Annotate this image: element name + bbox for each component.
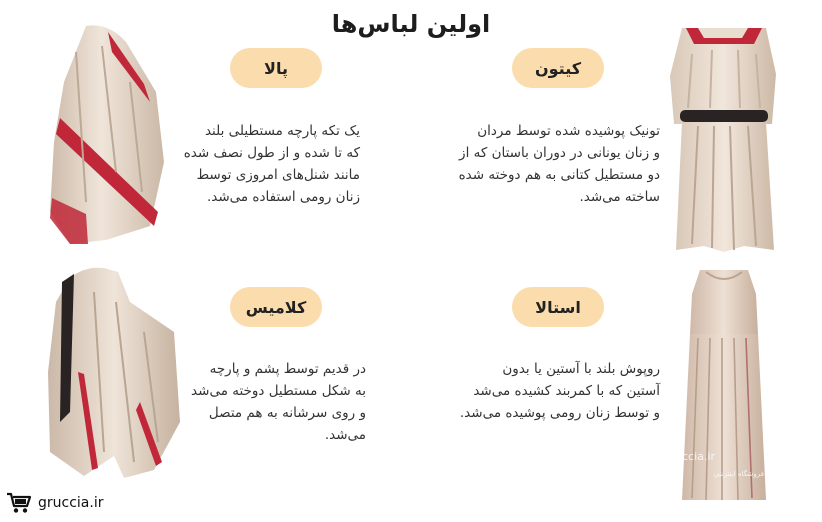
chiton-desc-line: و زنان یونانی در دوران باستان که از — [459, 145, 660, 161]
chiton-label: کیتون — [534, 58, 582, 78]
stola-label: استالا — [535, 297, 581, 317]
brand-name: gruccia.ir — [38, 495, 104, 511]
chlamys-desc-line: در قدیم توسط پشم و پارچه — [209, 361, 366, 377]
palla-desc-line: یک تکه پارچه مستطیلی بلند — [204, 123, 360, 139]
stola-desc-line: روپوش بلند با آستین یا بدون — [502, 361, 660, 377]
palla-label-pill — [230, 48, 322, 88]
stola-label-pill — [512, 287, 604, 327]
palla-desc-line: زنان رومی استفاده می‌شد. — [206, 189, 360, 205]
watermark-logo: ccia.ir — [682, 450, 715, 463]
stola-desc-line: و توسط زنان رومی پوشیده می‌شد. — [459, 405, 660, 421]
chlamys-label: کلامیس — [245, 297, 307, 317]
chlamys-label-pill — [230, 287, 322, 327]
brand-footer[interactable] — [6, 492, 103, 514]
chlamys-illustration — [44, 262, 182, 482]
stola-desc-line: آستین که با کمربند کشیده می‌شد — [473, 383, 660, 399]
palla-label: پالا — [264, 58, 288, 78]
palla-illustration — [46, 22, 166, 246]
chiton-label-pill — [512, 48, 604, 88]
palla-desc-line: که تا شده و از طول نصف شده — [183, 145, 360, 161]
chiton-illustration — [668, 14, 780, 256]
stola-description — [416, 358, 660, 424]
cart-icon — [6, 492, 32, 514]
stola-illustration — [676, 264, 772, 508]
palla-description — [176, 120, 360, 208]
chiton-desc-line: دو مستطیل کتانی به هم دوخته شده — [458, 167, 660, 183]
chiton-description — [408, 120, 660, 208]
chlamys-desc-line: و روی سرشانه به هم متصل می‌شد. — [208, 405, 366, 443]
chiton-desc-line: ساخته می‌شد. — [579, 189, 660, 205]
chlamys-description — [166, 358, 366, 446]
chiton-desc-line: تونیک پوشیده شده توسط مردان — [477, 123, 660, 139]
page-title: اولین لباس‌ها — [331, 10, 491, 38]
palla-desc-line: مانند شنل‌های امروزی توسط — [196, 167, 360, 183]
chlamys-desc-line: به شکل مستطیل دوخته می‌شد — [191, 383, 366, 399]
watermark-subtitle: فروشگاه اینترنتی — [713, 470, 764, 478]
